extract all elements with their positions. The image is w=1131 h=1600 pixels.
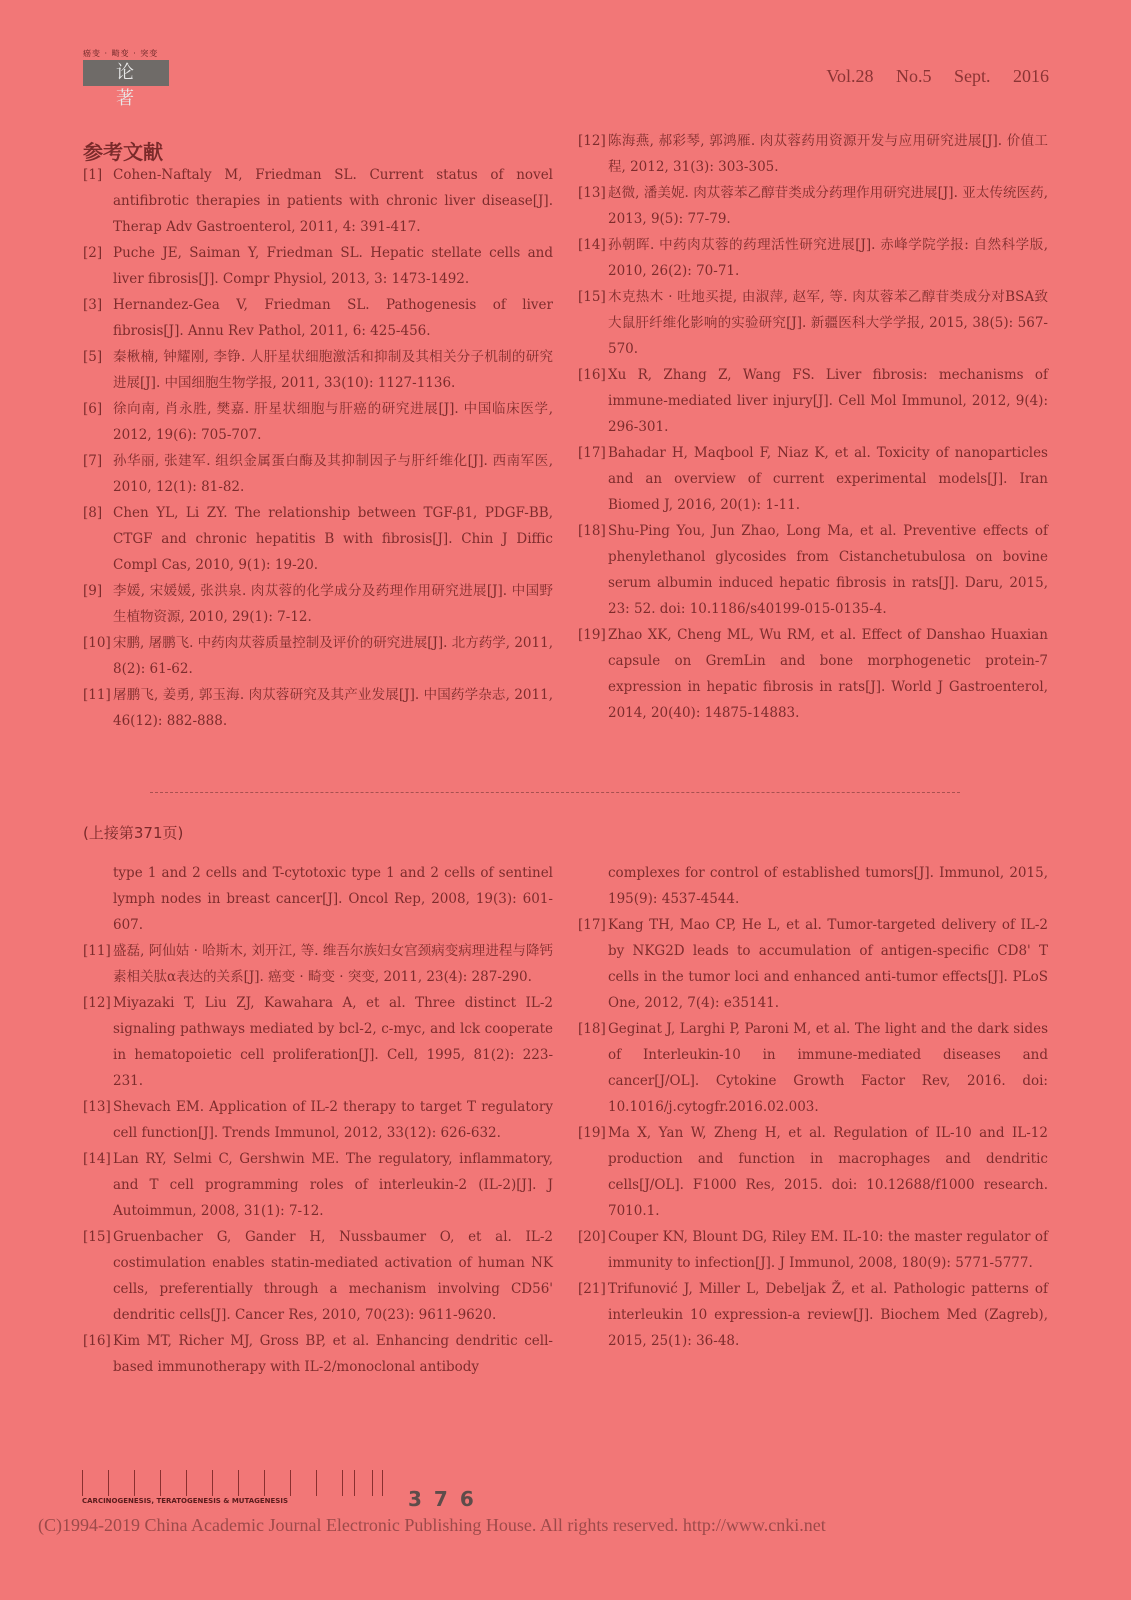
reference-item [83, 344, 553, 396]
reference-text: Lan RY, Selmi C, Gershwin ME. The regulatory, inflammatory, and T cell programming roles of interleukin-2 (IL-2)[J]. J Autoimmun, 2008, 31(1): 7-12. [113, 1151, 553, 1219]
continued-label: (上接第371页) [83, 824, 184, 842]
reference-text: 孙朝晖. 中药肉苁蓉的药理活性研究进展[J]. 赤峰学院学报: 自然科学版, 2010, 26(2): 70-71. [608, 237, 1048, 279]
reference-text: 徐向南, 肖永胜, 樊嘉. 肝星状细胞与肝癌的研究进展[J]. 中国临床医学, 2012, 19(6): 705-707. [113, 401, 553, 443]
footer-bar [264, 1470, 265, 1496]
reference-item [578, 1120, 1048, 1224]
reference-text: Xu R, Zhang Z, Wang FS. Liver fibrosis: mechanisms of immune-mediated liver injury[J]. Cell Mol Immunol, 2012, 9(4): 296-301. [608, 367, 1048, 435]
footer-bar [134, 1470, 135, 1496]
reference-number: [18] [578, 523, 606, 539]
reference-number: [20] [578, 1229, 606, 1245]
reference-item [578, 518, 1048, 622]
reference-item [83, 1224, 553, 1328]
footer-bar [238, 1470, 239, 1496]
reference-number: [11] [83, 687, 111, 703]
refs-right-column [578, 128, 1048, 726]
reference-item [83, 500, 553, 578]
reference-number: [21] [578, 1281, 606, 1297]
reference-number: [9] [83, 583, 103, 599]
reference-number: [13] [578, 185, 606, 201]
reference-number: [14] [83, 1151, 111, 1167]
reference-item [578, 1016, 1048, 1120]
cont-right-intro: complexes for control of established tumors[J]. Immunol, 2015, 195(9): 4537-4544. [608, 865, 1048, 907]
reference-number: [2] [83, 245, 103, 261]
reference-text: Ma X, Yan W, Zheng H, et al. Regulation of IL-10 and IL-12 production and function in macrophages and dendritic cells[J/OL]. F1000 Res, 2015. doi: 10.12688/f1000 research. 7010.1. [608, 1125, 1048, 1219]
reference-text: 木克热木 · 吐地买提, 由淑萍, 赵军, 等. 肉苁蓉苯乙醇苷类成分对BSA致大鼠肝纤维化影响的实验研究[J]. 新疆医科大学学报, 2015, 38(5): 567-570. [608, 289, 1048, 357]
reference-number: [15] [83, 1229, 111, 1245]
footer-bar [342, 1470, 343, 1496]
reference-item [578, 232, 1048, 284]
page-number: 376 [408, 1487, 486, 1511]
reference-number: [17] [578, 917, 606, 933]
reference-number: [13] [83, 1099, 111, 1115]
reference-number: [16] [83, 1333, 111, 1349]
references-title: 参考文献 [83, 140, 163, 164]
reference-item [83, 240, 553, 292]
copyright-notice: (C)1994-2019 China Academic Journal Electronic Publishing House. All rights reserved. http://www.cnki.net [38, 1515, 826, 1535]
journal-code: CARCINOGENESIS, TERATOGENESIS & MUTAGENESIS [82, 1497, 288, 1505]
footer-bar [290, 1470, 291, 1496]
reference-item [578, 1224, 1048, 1276]
reference-item [578, 362, 1048, 440]
footer-bar [382, 1470, 383, 1496]
footer-bar [160, 1470, 161, 1496]
reference-number: [14] [578, 237, 606, 253]
reference-item [83, 578, 553, 630]
reference-text: 陈海燕, 郝彩琴, 郭鸿雁. 肉苁蓉药用资源开发与应用研究进展[J]. 价值工程, 2012, 31(3): 303-305. [608, 133, 1048, 175]
reference-number: [18] [578, 1021, 606, 1037]
reference-text: Couper KN, Blount DG, Riley EM. IL-10: the master regulator of immunity to infection[J]. J Immunol, 2008, 180(9): 5771-5777. [608, 1229, 1048, 1271]
reference-text: Chen YL, Li ZY. The relationship between TGF-β1, PDGF-BB, CTGF and chronic hepatitis B with fibrosis[J]. Chin J Diffic Compl Cas, 2010, 9(1): 19-20. [113, 505, 553, 573]
reference-item [83, 292, 553, 344]
footer-bar [212, 1470, 213, 1496]
reference-text: Hernandez-Gea V, Friedman SL. Pathogenesis of liver fibrosis[J]. Annu Rev Pathol, 2011, 6: 425-456. [113, 297, 553, 339]
cont-right-column [578, 860, 1048, 1354]
reference-text: Gruenbacher G, Gander H, Nussbaumer O, et al. IL-2 costimulation enables statin-mediated activation of human NK cells, preferentially through a mechanism involving CD56' dendritic cells[J]. Cancer Res, 2010, 70(23): 9611-9620. [113, 1229, 553, 1323]
reference-number: [5] [83, 349, 103, 365]
reference-item [83, 448, 553, 500]
reference-text: 孙华丽, 张建军. 组织金属蛋白酶及其抑制因子与肝纤维化[J]. 西南军医, 2010, 12(1): 81-82. [113, 453, 553, 495]
reference-text: Bahadar H, Maqbool F, Niaz K, et al. Toxicity of nanoparticles and an overview of current experimental models[J]. Iran Biomed J, 2016, 20(1): 1-11. [608, 445, 1048, 513]
reference-number: [19] [578, 627, 606, 643]
issue-info: Vol.28 No.5 Sept. 2016 [826, 66, 1049, 86]
reference-number: [17] [578, 445, 606, 461]
footer-bar [316, 1470, 317, 1496]
reference-text: Kim MT, Richer MJ, Gross BP, et al. Enhancing dendritic cell-based immunotherapy with IL-2/monoclonal antibody [113, 1333, 553, 1375]
section-badge: 论 著 [83, 60, 169, 86]
reference-text: Trifunović J, Miller L, Debeljak Ž, et al. Pathologic patterns of interleukin 10 expression-a review[J]. Biochem Med (Zagreb), 2015, 25(1): 36-48. [608, 1281, 1048, 1349]
reference-number: [19] [578, 1125, 606, 1141]
reference-item [578, 1276, 1048, 1354]
reference-item [83, 396, 553, 448]
reference-item [578, 284, 1048, 362]
reference-text: Shevach EM. Application of IL-2 therapy to target T regulatory cell function[J]. Trends Immunol, 2012, 33(12): 626-632. [113, 1099, 553, 1141]
footer-bar [108, 1470, 109, 1496]
footer-bar [82, 1470, 83, 1496]
reference-number: [8] [83, 505, 103, 521]
reference-item [83, 682, 553, 734]
reference-text: 盛磊, 阿仙姑 · 哈斯木, 刘开江, 等. 维吾尔族妇女宫颈病变病理进程与降钙素相关肽α表达的关系[J]. 癌变 · 畸变 · 突变, 2011, 23(4): 287-290. [113, 943, 553, 985]
reference-item [83, 990, 553, 1094]
reference-number: [10] [83, 635, 111, 651]
reference-number: [11] [83, 943, 111, 959]
footer-bar [354, 1470, 355, 1496]
reference-number: [16] [578, 367, 606, 383]
reference-item [578, 440, 1048, 518]
reference-text: 李媛, 宋媛媛, 张洪泉. 肉苁蓉的化学成分及药理作用研究进展[J]. 中国野生植物资源, 2010, 29(1): 7-12. [113, 583, 553, 625]
reference-number: [7] [83, 453, 103, 469]
reference-item [83, 1328, 553, 1380]
reference-item [83, 1094, 553, 1146]
divider [150, 792, 960, 793]
reference-text: 赵微, 潘美妮. 肉苁蓉苯乙醇苷类成分药理作用研究进展[J]. 亚太传统医药, 2013, 9(5): 77-79. [608, 185, 1048, 227]
reference-item [83, 938, 553, 990]
reference-number: [3] [83, 297, 103, 313]
reference-item [578, 180, 1048, 232]
refs-left-column [83, 162, 553, 734]
footer-bar [372, 1470, 373, 1496]
cont-left-intro: type 1 and 2 cells and T-cytotoxic type 1 and 2 cells of sentinel lymph nodes in breast cancer[J]. Oncol Rep, 2008, 19(3): 601-607. [113, 865, 553, 933]
reference-item [578, 912, 1048, 1016]
reference-number: [12] [578, 133, 606, 149]
reference-number: [15] [578, 289, 606, 305]
reference-text: Kang TH, Mao CP, He L, et al. Tumor-targeted delivery of IL-2 by NKG2D leads to accumulation of antigen-specific CD8' T cells in the tumor loci and enhanced anti-tumor effects[J]. PLoS One, 2012, 7(4): e35141. [608, 917, 1048, 1011]
reference-text: Puche JE, Saiman Y, Friedman SL. Hepatic stellate cells and liver fibrosis[J]. Compr Physiol, 2013, 3: 1473-1492. [113, 245, 553, 287]
reference-item [83, 630, 553, 682]
reference-number: [1] [83, 167, 103, 183]
cont-left-column [83, 860, 553, 1380]
reference-item [578, 128, 1048, 180]
reference-item [83, 1146, 553, 1224]
reference-text: Geginat J, Larghi P, Paroni M, et al. The light and the dark sides of Interleukin-10 in immune-mediated diseases and cancer[J/OL]. Cytokine Growth Factor Rev, 2016. doi: 10.1016/j.cytogfr.2016.02.003. [608, 1021, 1048, 1115]
header-tag: 癌变 · 畸变 · 突变 [83, 49, 159, 58]
reference-text: Zhao XK, Cheng ML, Wu RM, et al. Effect of Danshao Huaxian capsule on GremLin and bone morphogenetic protein-7 expression in hepatic fibrosis in rats[J]. World J Gastroenterol, 2014, 20(40): 14875-14883. [608, 627, 1048, 721]
reference-text: Miyazaki T, Liu ZJ, Kawahara A, et al. Three distinct IL-2 signaling pathways mediated by bcl-2, c-myc, and lck cooperate in hematopoietic cell proliferation[J]. Cell, 1995, 81(2): 223-231. [113, 995, 553, 1089]
reference-number: [6] [83, 401, 103, 417]
reference-text: 屠鹏飞, 姜勇, 郭玉海. 肉苁蓉研究及其产业发展[J]. 中国药学杂志, 2011, 46(12): 882-888. [113, 687, 553, 729]
reference-text: 秦楸楠, 钟耀刚, 李铮. 人肝星状细胞激活和抑制及其相关分子机制的研究进展[J]. 中国细胞生物学报, 2011, 33(10): 1127-1136. [113, 349, 553, 391]
reference-number: [12] [83, 995, 111, 1011]
reference-text: Cohen-Naftaly M, Friedman SL. Current status of novel antifibrotic therapies in patients with chronic liver disease[J]. Therap Adv Gastroenterol, 2011, 4: 391-417. [113, 167, 553, 235]
reference-item [578, 622, 1048, 726]
reference-item [83, 162, 553, 240]
reference-text: Shu-Ping You, Jun Zhao, Long Ma, et al. Preventive effects of phenylethanol glycosides from Cistanchetubulosa on bovine serum albumin induced hepatic fibrosis in rats[J]. Daru, 2015, 23: 52. doi: 10.1186/s40199-015-0135-4. [608, 523, 1048, 617]
footer-bar [186, 1470, 187, 1496]
reference-text: 宋鹏, 屠鹏飞. 中药肉苁蓉质量控制及评价的研究进展[J]. 北方药学, 2011, 8(2): 61-62. [113, 635, 553, 677]
